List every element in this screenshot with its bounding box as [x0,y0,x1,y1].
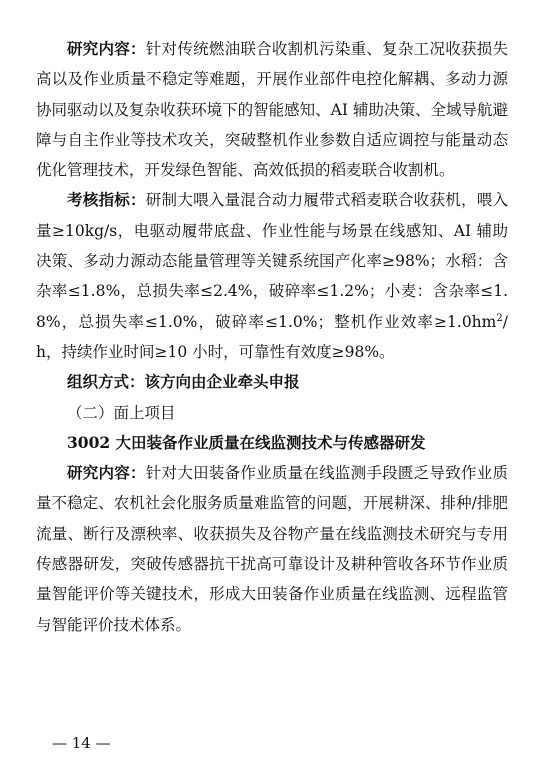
research-content-text-2: 针对大田装备作业质量在线监测手段匮乏导致作业质量不稳定、农机社会化服务质量难监管的问题，开展耕深、排种/排肥流量、断行及漂秧率、收获损失及谷物产量在线监测技术研究与专用传感器研发，突破传感器抗干扰高可靠设计及耕种管收各环节作业质量智能评价等关键技术，形成大田装备作业质量在线监测、远程监管与智能评价技术体系。 [36,464,508,634]
assessment-indicators-paragraph [36,185,508,367]
assessment-indicators-label: 考核指标： [67,190,146,210]
research-content-label-2: 研究内容： [67,463,146,483]
assessment-indicators-text-part-1: 研制大喂入量混合动力履带式稻麦联合收获机，喂入量≥10kg/s，电驱动履带底盘、作业性能与场景在线感知、AI 辅助决策、多动力源动态能量管理等关键系统国产化率≥98%；水稻：含杂率≤1.8%，总损失率≤2.4%，破碎率≤1.2%；小麦：含杂率≤1.8%，总损失率≤1.0%，破碎率≤1.0%；整机作业效率≥1.0hm [36,191,508,331]
organization-method: 组织方式：该方向由企业牵头申报 [67,372,300,392]
subsection-heading: （二）面上项目 [67,403,176,422]
research-content-text-1: 针对传统燃油联合收割机污染重、复杂工况收获损失高以及作业质量不稳定等难题，开展作业部件电控化解耦、多动力源协同驱动以及复杂收获环境下的智能感知、AI 辅助决策、全域导航避障与自主作业等技术攻关，突破整机作业参数自适应调控与能量动态优化管理技术，开发绿色智能、高效低损的稻麦联合收割机。 [36,40,508,180]
page-number: — 14 — [52,734,111,752]
assessment-indicators-text-part-2: /h，持续作业时间≥10 小时，可靠性有效度≥98%。 [36,312,508,361]
research-content-paragraph-1 [36,34,508,185]
research-content-label-1: 研究内容： [67,39,146,58]
project-title: 3002 大田装备作业质量在线监测技术与传感器研发 [67,432,426,452]
superscript-2: 2 [496,312,503,324]
research-content-paragraph-2 [36,458,508,640]
document-page [36,34,508,640]
